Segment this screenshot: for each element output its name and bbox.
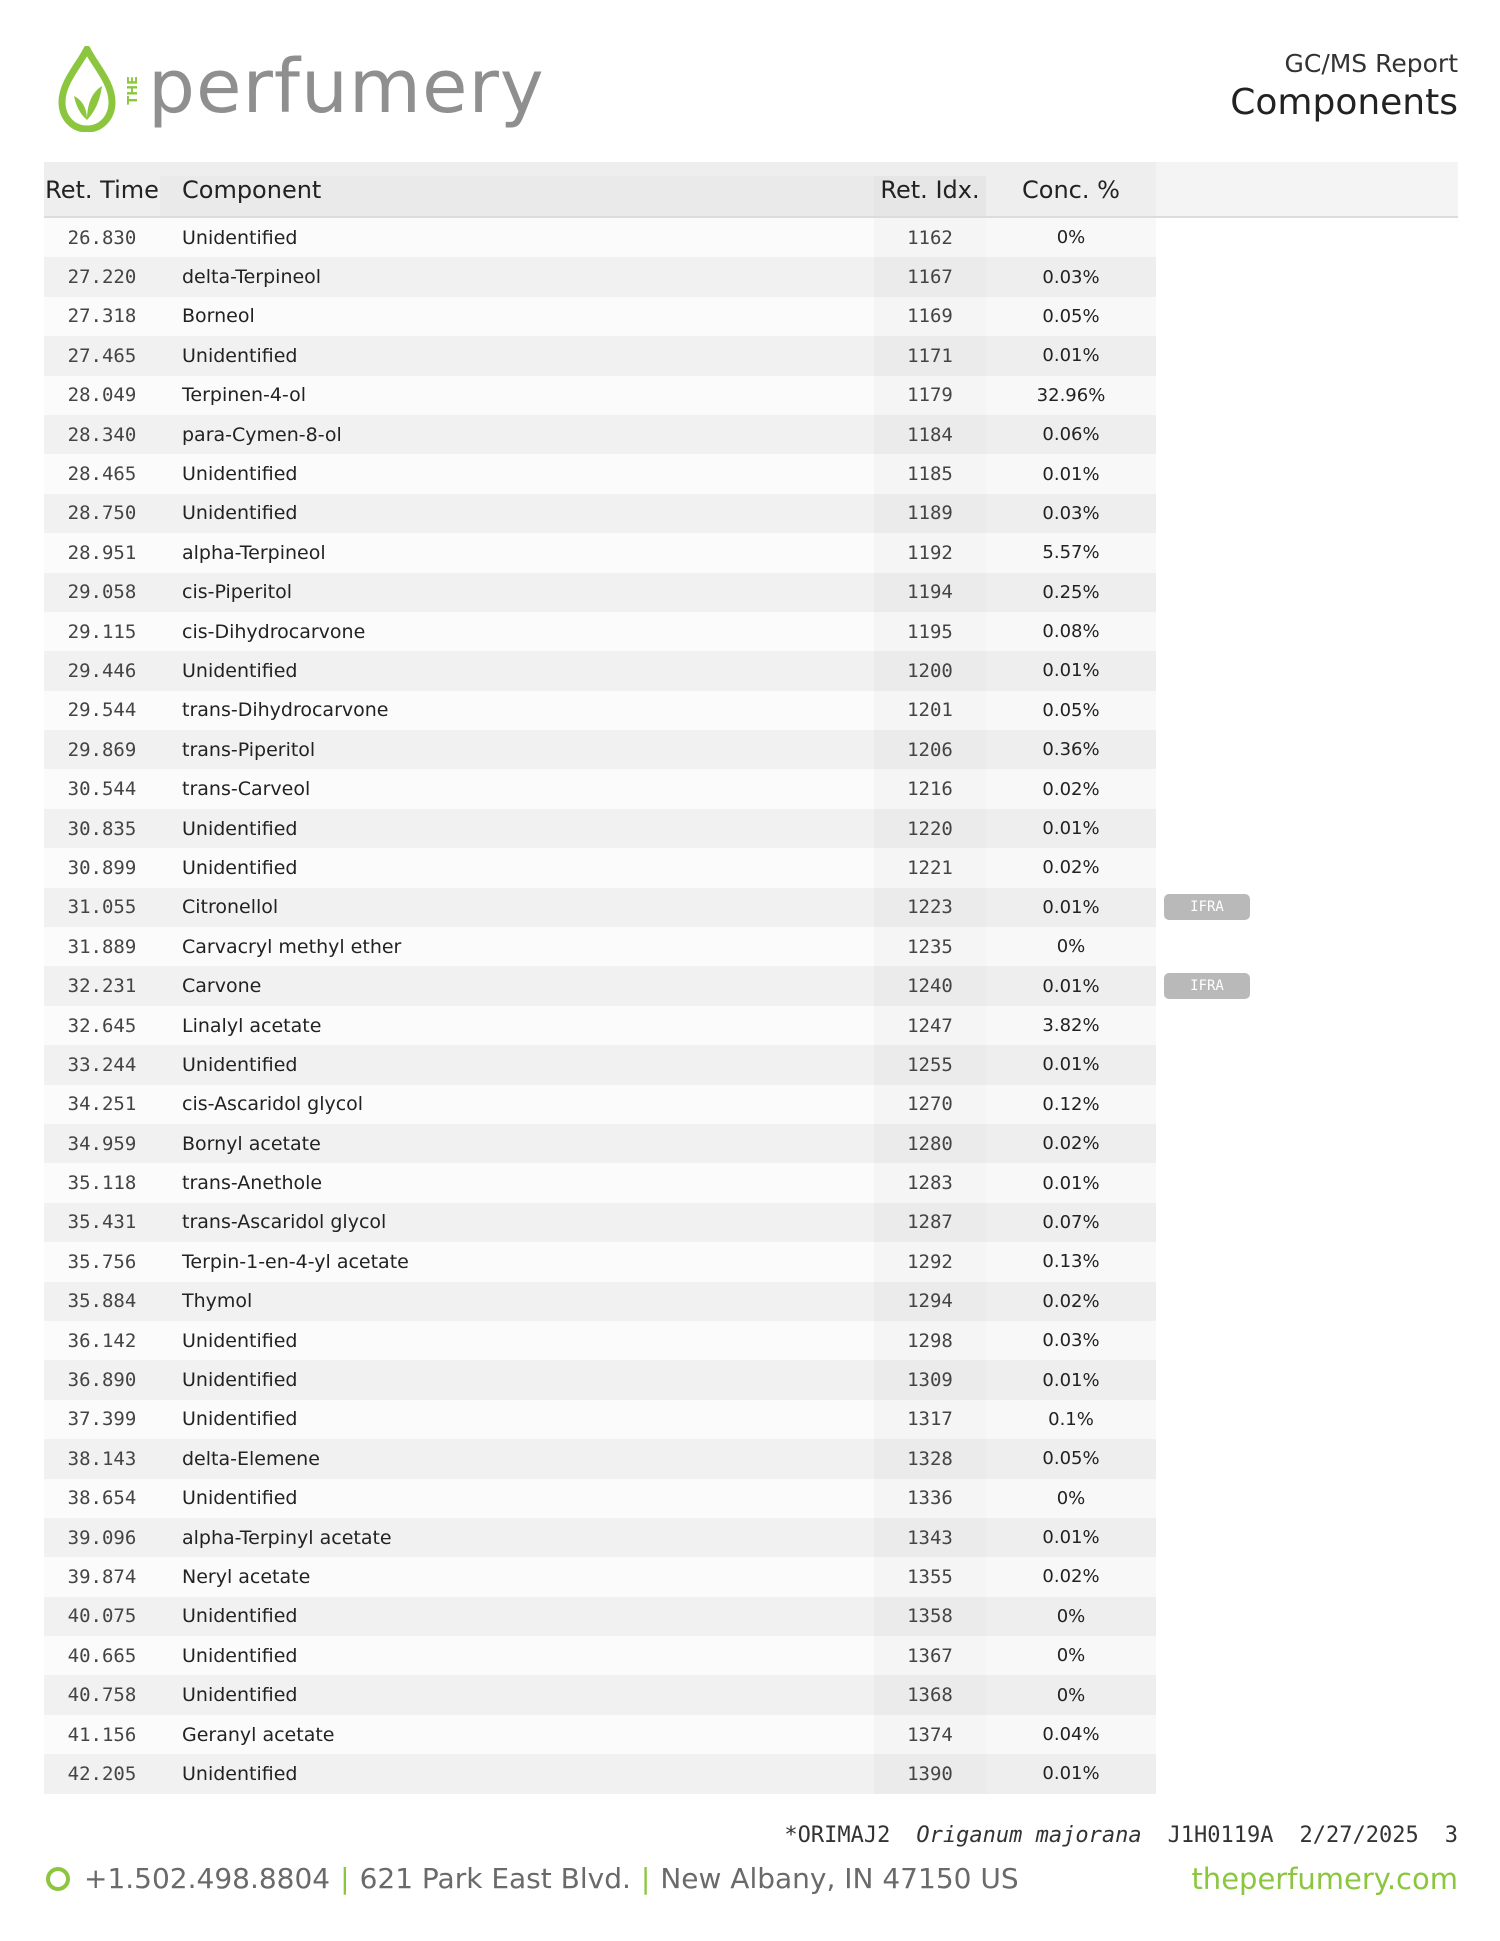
page-number: 3 bbox=[1444, 1823, 1458, 1848]
flag-cell bbox=[1156, 454, 1458, 493]
conc-cell: 0.36% bbox=[1042, 739, 1100, 761]
component-cell: Unidentified bbox=[182, 1684, 298, 1707]
ret-time-cell: 27.318 bbox=[67, 305, 137, 328]
component-cell: alpha-Terpinyl acetate bbox=[182, 1526, 392, 1549]
table-row bbox=[44, 1045, 1458, 1084]
conc-cell: 0.01% bbox=[1042, 1527, 1100, 1549]
table-row bbox=[44, 1006, 1458, 1045]
ret-time-cell: 32.645 bbox=[67, 1014, 137, 1037]
table-row bbox=[44, 848, 1458, 887]
conc-cell: 0.01% bbox=[1042, 463, 1100, 485]
ret-time-cell: 38.654 bbox=[67, 1487, 137, 1510]
city-address: New Albany, IN 47150 US bbox=[660, 1862, 1019, 1895]
table-row bbox=[44, 730, 1458, 769]
conc-cell: 5.57% bbox=[1042, 542, 1100, 564]
component-cell: Unidentified bbox=[182, 817, 298, 840]
ret-time-cell: 34.959 bbox=[67, 1132, 137, 1155]
header-ret-idx: Ret. Idx. bbox=[874, 176, 986, 216]
ret-idx-cell: 1162 bbox=[874, 218, 986, 257]
table-row bbox=[44, 218, 1458, 257]
table-row bbox=[44, 1085, 1458, 1124]
report-subtitle: GC/MS Report bbox=[1284, 49, 1458, 78]
conc-cell: 0.13% bbox=[1042, 1251, 1100, 1273]
table-row bbox=[44, 809, 1458, 848]
ret-time-cell: 29.544 bbox=[67, 699, 137, 722]
separator: | bbox=[340, 1862, 350, 1895]
header-conc: Conc. % bbox=[1022, 176, 1120, 204]
flag-cell bbox=[1156, 1282, 1458, 1321]
conc-cell: 0.02% bbox=[1042, 778, 1100, 800]
ret-time-cell: 31.889 bbox=[67, 935, 137, 958]
ret-idx-cell: 1390 bbox=[874, 1754, 986, 1793]
component-cell: Linalyl acetate bbox=[182, 1014, 322, 1037]
component-cell: Unidentified bbox=[182, 1369, 298, 1392]
ret-time-cell: 30.835 bbox=[67, 817, 137, 840]
ret-idx-cell: 1201 bbox=[874, 691, 986, 730]
ret-idx-cell: 1195 bbox=[874, 612, 986, 651]
flag-cell bbox=[1156, 1085, 1458, 1124]
component-cell: para-Cymen-8-ol bbox=[182, 423, 342, 446]
flag-cell bbox=[1156, 218, 1458, 257]
ret-time-cell: 38.143 bbox=[67, 1447, 137, 1470]
ret-idx-cell: 1189 bbox=[874, 494, 986, 533]
conc-cell: 0.01% bbox=[1042, 975, 1100, 997]
flag-cell bbox=[1156, 966, 1458, 1005]
ret-idx-cell: 1280 bbox=[874, 1124, 986, 1163]
ret-time-cell: 35.118 bbox=[67, 1172, 137, 1195]
flag-cell bbox=[1156, 415, 1458, 454]
conc-cell: 0% bbox=[1056, 1487, 1086, 1509]
component-cell: trans-Dihydrocarvone bbox=[182, 699, 389, 722]
ret-idx-cell: 1292 bbox=[874, 1242, 986, 1281]
conc-cell: 0.08% bbox=[1042, 621, 1100, 643]
component-cell: Terpinen-4-ol bbox=[182, 384, 307, 407]
ret-idx-cell: 1336 bbox=[874, 1479, 986, 1518]
conc-cell: 0.01% bbox=[1042, 345, 1100, 367]
component-cell: Unidentified bbox=[182, 1329, 298, 1352]
conc-cell: 0% bbox=[1056, 1684, 1086, 1706]
logo-the-label: THE bbox=[126, 75, 141, 105]
ret-time-cell: 39.874 bbox=[67, 1565, 137, 1588]
ret-time-cell: 28.465 bbox=[67, 463, 137, 486]
table-row bbox=[44, 1557, 1458, 1596]
ret-time-cell: 31.055 bbox=[67, 896, 137, 919]
ret-time-cell: 26.830 bbox=[67, 226, 137, 249]
conc-cell: 0.01% bbox=[1042, 1763, 1100, 1785]
table-row bbox=[44, 927, 1458, 966]
component-cell: delta-Terpineol bbox=[182, 266, 322, 289]
table-row bbox=[44, 612, 1458, 651]
table-row bbox=[44, 1282, 1458, 1321]
ret-time-cell: 32.231 bbox=[67, 975, 137, 998]
component-cell: trans-Carveol bbox=[182, 778, 311, 801]
flag-cell bbox=[1156, 1754, 1458, 1793]
ret-time-cell: 41.156 bbox=[67, 1723, 137, 1746]
component-cell: Geranyl acetate bbox=[182, 1723, 335, 1746]
conc-cell: 0.02% bbox=[1042, 1133, 1100, 1155]
table-row bbox=[44, 1675, 1458, 1714]
flag-cell bbox=[1156, 297, 1458, 336]
ret-time-cell: 40.075 bbox=[67, 1605, 137, 1628]
ret-idx-cell: 1240 bbox=[874, 966, 986, 1005]
ret-time-cell: 35.884 bbox=[67, 1290, 137, 1313]
conc-cell: 0.05% bbox=[1042, 1448, 1100, 1470]
ret-idx-cell: 1283 bbox=[874, 1163, 986, 1202]
table-row bbox=[44, 573, 1458, 612]
flag-cell bbox=[1156, 533, 1458, 572]
conc-cell: 0.02% bbox=[1042, 1566, 1100, 1588]
conc-cell: 0.01% bbox=[1042, 1369, 1100, 1391]
flag-cell bbox=[1156, 612, 1458, 651]
flag-cell bbox=[1156, 1518, 1458, 1557]
conc-cell: 0% bbox=[1056, 1645, 1086, 1667]
conc-cell: 0.02% bbox=[1042, 857, 1100, 879]
page-title: Components bbox=[1230, 82, 1458, 123]
flag-cell bbox=[1156, 848, 1458, 887]
ret-idx-cell: 1255 bbox=[874, 1045, 986, 1084]
ret-time-cell: 30.544 bbox=[67, 778, 137, 801]
components-table bbox=[44, 162, 1458, 1794]
ret-idx-cell: 1206 bbox=[874, 730, 986, 769]
component-cell: Neryl acetate bbox=[182, 1565, 311, 1588]
flag-cell bbox=[1156, 1321, 1458, 1360]
flag-cell bbox=[1156, 691, 1458, 730]
report-meta bbox=[784, 1823, 1458, 1848]
conc-cell: 0.05% bbox=[1042, 699, 1100, 721]
table-row bbox=[44, 1124, 1458, 1163]
component-cell: Terpin-1-en-4-yl acetate bbox=[182, 1250, 409, 1273]
ret-time-cell: 27.465 bbox=[67, 344, 137, 367]
component-cell: Unidentified bbox=[182, 226, 298, 249]
component-cell: Unidentified bbox=[182, 1408, 298, 1431]
conc-cell: 0.02% bbox=[1042, 1290, 1100, 1312]
table-row bbox=[44, 376, 1458, 415]
ret-idx-cell: 1368 bbox=[874, 1675, 986, 1714]
ret-idx-cell: 1184 bbox=[874, 415, 986, 454]
flag-cell bbox=[1156, 1479, 1458, 1518]
component-cell: Borneol bbox=[182, 305, 255, 328]
table-row bbox=[44, 1163, 1458, 1202]
component-cell: Unidentified bbox=[182, 1644, 298, 1667]
circle-bullet-icon bbox=[46, 1867, 70, 1891]
leaf-drop-icon bbox=[56, 46, 118, 132]
ret-time-cell: 35.431 bbox=[67, 1211, 137, 1234]
ret-time-cell: 29.446 bbox=[67, 659, 137, 682]
contact-line bbox=[46, 1862, 1019, 1895]
flag-cell bbox=[1156, 1675, 1458, 1714]
ret-time-cell: 42.205 bbox=[67, 1762, 137, 1785]
table-body bbox=[44, 218, 1458, 1794]
report-header bbox=[1230, 48, 1458, 126]
conc-cell: 0.01% bbox=[1042, 896, 1100, 918]
ret-idx-cell: 1235 bbox=[874, 927, 986, 966]
ret-time-cell: 29.115 bbox=[67, 620, 137, 643]
flag-cell bbox=[1156, 927, 1458, 966]
table-row bbox=[44, 888, 1458, 927]
table-row bbox=[44, 1400, 1458, 1439]
conc-cell: 0.1% bbox=[1048, 1408, 1094, 1430]
header-component: Component bbox=[160, 176, 874, 216]
conc-cell: 0.01% bbox=[1042, 1054, 1100, 1076]
ret-idx-cell: 1216 bbox=[874, 769, 986, 808]
ret-idx-cell: 1171 bbox=[874, 336, 986, 375]
header-flags bbox=[1156, 162, 1458, 216]
ret-idx-cell: 1179 bbox=[874, 376, 986, 415]
ret-idx-cell: 1358 bbox=[874, 1597, 986, 1636]
ret-idx-cell: 1355 bbox=[874, 1557, 986, 1596]
component-cell: Unidentified bbox=[182, 1605, 298, 1628]
conc-cell: 0.04% bbox=[1042, 1724, 1100, 1746]
table-row bbox=[44, 533, 1458, 572]
conc-cell: 0.25% bbox=[1042, 581, 1100, 603]
lot-number: J1H0119A bbox=[1167, 1823, 1274, 1848]
component-cell: delta-Elemene bbox=[182, 1447, 320, 1470]
ret-time-cell: 35.756 bbox=[67, 1250, 137, 1273]
table-row bbox=[44, 651, 1458, 690]
ret-idx-cell: 1374 bbox=[874, 1715, 986, 1754]
flag-cell bbox=[1156, 888, 1458, 927]
conc-cell: 0.06% bbox=[1042, 424, 1100, 446]
ret-time-cell: 30.899 bbox=[67, 856, 137, 879]
flag-cell bbox=[1156, 494, 1458, 533]
component-cell: Unidentified bbox=[182, 1487, 298, 1510]
component-cell: trans-Anethole bbox=[182, 1172, 323, 1195]
conc-cell: 0.01% bbox=[1042, 818, 1100, 840]
conc-cell: 32.96% bbox=[1036, 384, 1106, 406]
conc-cell: 0.12% bbox=[1042, 1093, 1100, 1115]
table-row bbox=[44, 966, 1458, 1005]
component-cell: Unidentified bbox=[182, 463, 298, 486]
flag-cell bbox=[1156, 257, 1458, 296]
table-row bbox=[44, 1518, 1458, 1557]
table-row bbox=[44, 415, 1458, 454]
component-cell: Unidentified bbox=[182, 502, 298, 525]
conc-cell: 0.05% bbox=[1042, 305, 1100, 327]
table-row bbox=[44, 1242, 1458, 1281]
table-row bbox=[44, 1636, 1458, 1675]
brand-logo bbox=[56, 44, 576, 134]
ret-time-cell: 28.340 bbox=[67, 423, 137, 446]
ret-idx-cell: 1270 bbox=[874, 1085, 986, 1124]
ret-time-cell: 37.399 bbox=[67, 1408, 137, 1431]
conc-cell: 0.07% bbox=[1042, 1211, 1100, 1233]
website-link[interactable]: theperfumery.com bbox=[1191, 1862, 1458, 1896]
flag-cell bbox=[1156, 809, 1458, 848]
table-row bbox=[44, 494, 1458, 533]
ret-time-cell: 40.665 bbox=[67, 1644, 137, 1667]
table-row bbox=[44, 257, 1458, 296]
ret-time-cell: 39.096 bbox=[67, 1526, 137, 1549]
conc-cell: 0.03% bbox=[1042, 266, 1100, 288]
ret-idx-cell: 1328 bbox=[874, 1439, 986, 1478]
phone-number[interactable]: +1.502.498.8804 bbox=[84, 1862, 331, 1895]
separator: | bbox=[640, 1862, 651, 1895]
component-cell: Unidentified bbox=[182, 659, 298, 682]
conc-cell: 0% bbox=[1056, 936, 1086, 958]
conc-cell: 0% bbox=[1056, 1605, 1086, 1627]
component-cell: cis-Ascaridol glycol bbox=[182, 1093, 364, 1116]
ret-idx-cell: 1247 bbox=[874, 1006, 986, 1045]
ret-idx-cell: 1221 bbox=[874, 848, 986, 887]
component-cell: Carvacryl methyl ether bbox=[182, 935, 402, 958]
flag-cell bbox=[1156, 769, 1458, 808]
flag-cell bbox=[1156, 1400, 1458, 1439]
ret-idx-cell: 1287 bbox=[874, 1203, 986, 1242]
component-cell: Carvone bbox=[182, 975, 262, 998]
table-row bbox=[44, 1715, 1458, 1754]
flag-cell bbox=[1156, 1045, 1458, 1084]
component-cell: Unidentified bbox=[182, 344, 298, 367]
conc-cell: 0.03% bbox=[1042, 1330, 1100, 1352]
table-row bbox=[44, 1203, 1458, 1242]
table-row bbox=[44, 1754, 1458, 1793]
flag-cell bbox=[1156, 336, 1458, 375]
street-address: 621 Park East Blvd. bbox=[359, 1862, 631, 1895]
ifra-badge: IFRA bbox=[1164, 973, 1250, 999]
component-cell: alpha-Terpineol bbox=[182, 541, 326, 564]
ret-time-cell: 28.750 bbox=[67, 502, 137, 525]
ret-idx-cell: 1298 bbox=[874, 1321, 986, 1360]
ret-time-cell: 36.890 bbox=[67, 1369, 137, 1392]
flag-cell bbox=[1156, 376, 1458, 415]
ret-idx-cell: 1309 bbox=[874, 1360, 986, 1399]
ret-time-cell: 34.251 bbox=[67, 1093, 137, 1116]
conc-cell: 3.82% bbox=[1042, 1015, 1100, 1036]
ret-idx-cell: 1169 bbox=[874, 297, 986, 336]
table-row bbox=[44, 1479, 1458, 1518]
component-cell: Unidentified bbox=[182, 856, 298, 879]
logo-wordmark: perfumery bbox=[148, 44, 545, 130]
component-cell: Unidentified bbox=[182, 1053, 298, 1076]
flag-cell bbox=[1156, 1715, 1458, 1754]
report-date: 2/27/2025 bbox=[1299, 1823, 1419, 1848]
component-cell: Bornyl acetate bbox=[182, 1132, 321, 1155]
table-row bbox=[44, 1321, 1458, 1360]
ret-time-cell: 29.058 bbox=[67, 581, 137, 604]
table-row bbox=[44, 1360, 1458, 1399]
ret-idx-cell: 1220 bbox=[874, 809, 986, 848]
flag-cell bbox=[1156, 1636, 1458, 1675]
flag-cell bbox=[1156, 1597, 1458, 1636]
ret-idx-cell: 1167 bbox=[874, 257, 986, 296]
table-header bbox=[44, 162, 1458, 218]
product-code: *ORIMAJ2 bbox=[784, 1823, 891, 1848]
flag-cell bbox=[1156, 1124, 1458, 1163]
component-cell: trans-Piperitol bbox=[182, 738, 316, 761]
flag-cell bbox=[1156, 573, 1458, 612]
table-row bbox=[44, 1439, 1458, 1478]
flag-cell bbox=[1156, 1242, 1458, 1281]
ret-time-cell: 28.951 bbox=[67, 541, 137, 564]
ret-idx-cell: 1367 bbox=[874, 1636, 986, 1675]
component-cell: Citronellol bbox=[182, 896, 279, 919]
ret-idx-cell: 1223 bbox=[874, 888, 986, 927]
table-row bbox=[44, 454, 1458, 493]
conc-cell: 0.01% bbox=[1042, 660, 1100, 682]
ret-idx-cell: 1317 bbox=[874, 1400, 986, 1439]
ret-time-cell: 33.244 bbox=[67, 1053, 137, 1076]
ret-idx-cell: 1192 bbox=[874, 533, 986, 572]
table-row bbox=[44, 336, 1458, 375]
component-cell: Thymol bbox=[182, 1290, 253, 1313]
ret-idx-cell: 1185 bbox=[874, 454, 986, 493]
ret-idx-cell: 1200 bbox=[874, 651, 986, 690]
conc-cell: 0% bbox=[1056, 227, 1086, 249]
flag-cell bbox=[1156, 1557, 1458, 1596]
flag-cell bbox=[1156, 1006, 1458, 1045]
ifra-badge: IFRA bbox=[1164, 894, 1250, 920]
flag-cell bbox=[1156, 730, 1458, 769]
ret-time-cell: 28.049 bbox=[67, 384, 137, 407]
ret-idx-cell: 1194 bbox=[874, 573, 986, 612]
table-row bbox=[44, 1597, 1458, 1636]
component-cell: trans-Ascaridol glycol bbox=[182, 1211, 387, 1234]
species-name: Origanum majorana bbox=[916, 1823, 1142, 1848]
ret-idx-cell: 1343 bbox=[874, 1518, 986, 1557]
table-row bbox=[44, 691, 1458, 730]
ret-time-cell: 29.869 bbox=[67, 738, 137, 761]
table-row bbox=[44, 297, 1458, 336]
component-cell: Unidentified bbox=[182, 1762, 298, 1785]
flag-cell bbox=[1156, 1439, 1458, 1478]
component-cell: cis-Piperitol bbox=[182, 581, 292, 604]
flag-cell bbox=[1156, 1360, 1458, 1399]
component-cell: cis-Dihydrocarvone bbox=[182, 620, 366, 643]
ret-time-cell: 40.758 bbox=[67, 1684, 137, 1707]
conc-cell: 0.01% bbox=[1042, 1172, 1100, 1194]
ret-time-cell: 27.220 bbox=[67, 266, 137, 289]
flag-cell bbox=[1156, 651, 1458, 690]
table-row bbox=[44, 769, 1458, 808]
header-ret-time: Ret. Time bbox=[45, 176, 159, 204]
conc-cell: 0.03% bbox=[1042, 502, 1100, 524]
flag-cell bbox=[1156, 1203, 1458, 1242]
flag-cell bbox=[1156, 1163, 1458, 1202]
ret-time-cell: 36.142 bbox=[67, 1329, 137, 1352]
ret-idx-cell: 1294 bbox=[874, 1282, 986, 1321]
logo-the-text bbox=[126, 62, 142, 118]
